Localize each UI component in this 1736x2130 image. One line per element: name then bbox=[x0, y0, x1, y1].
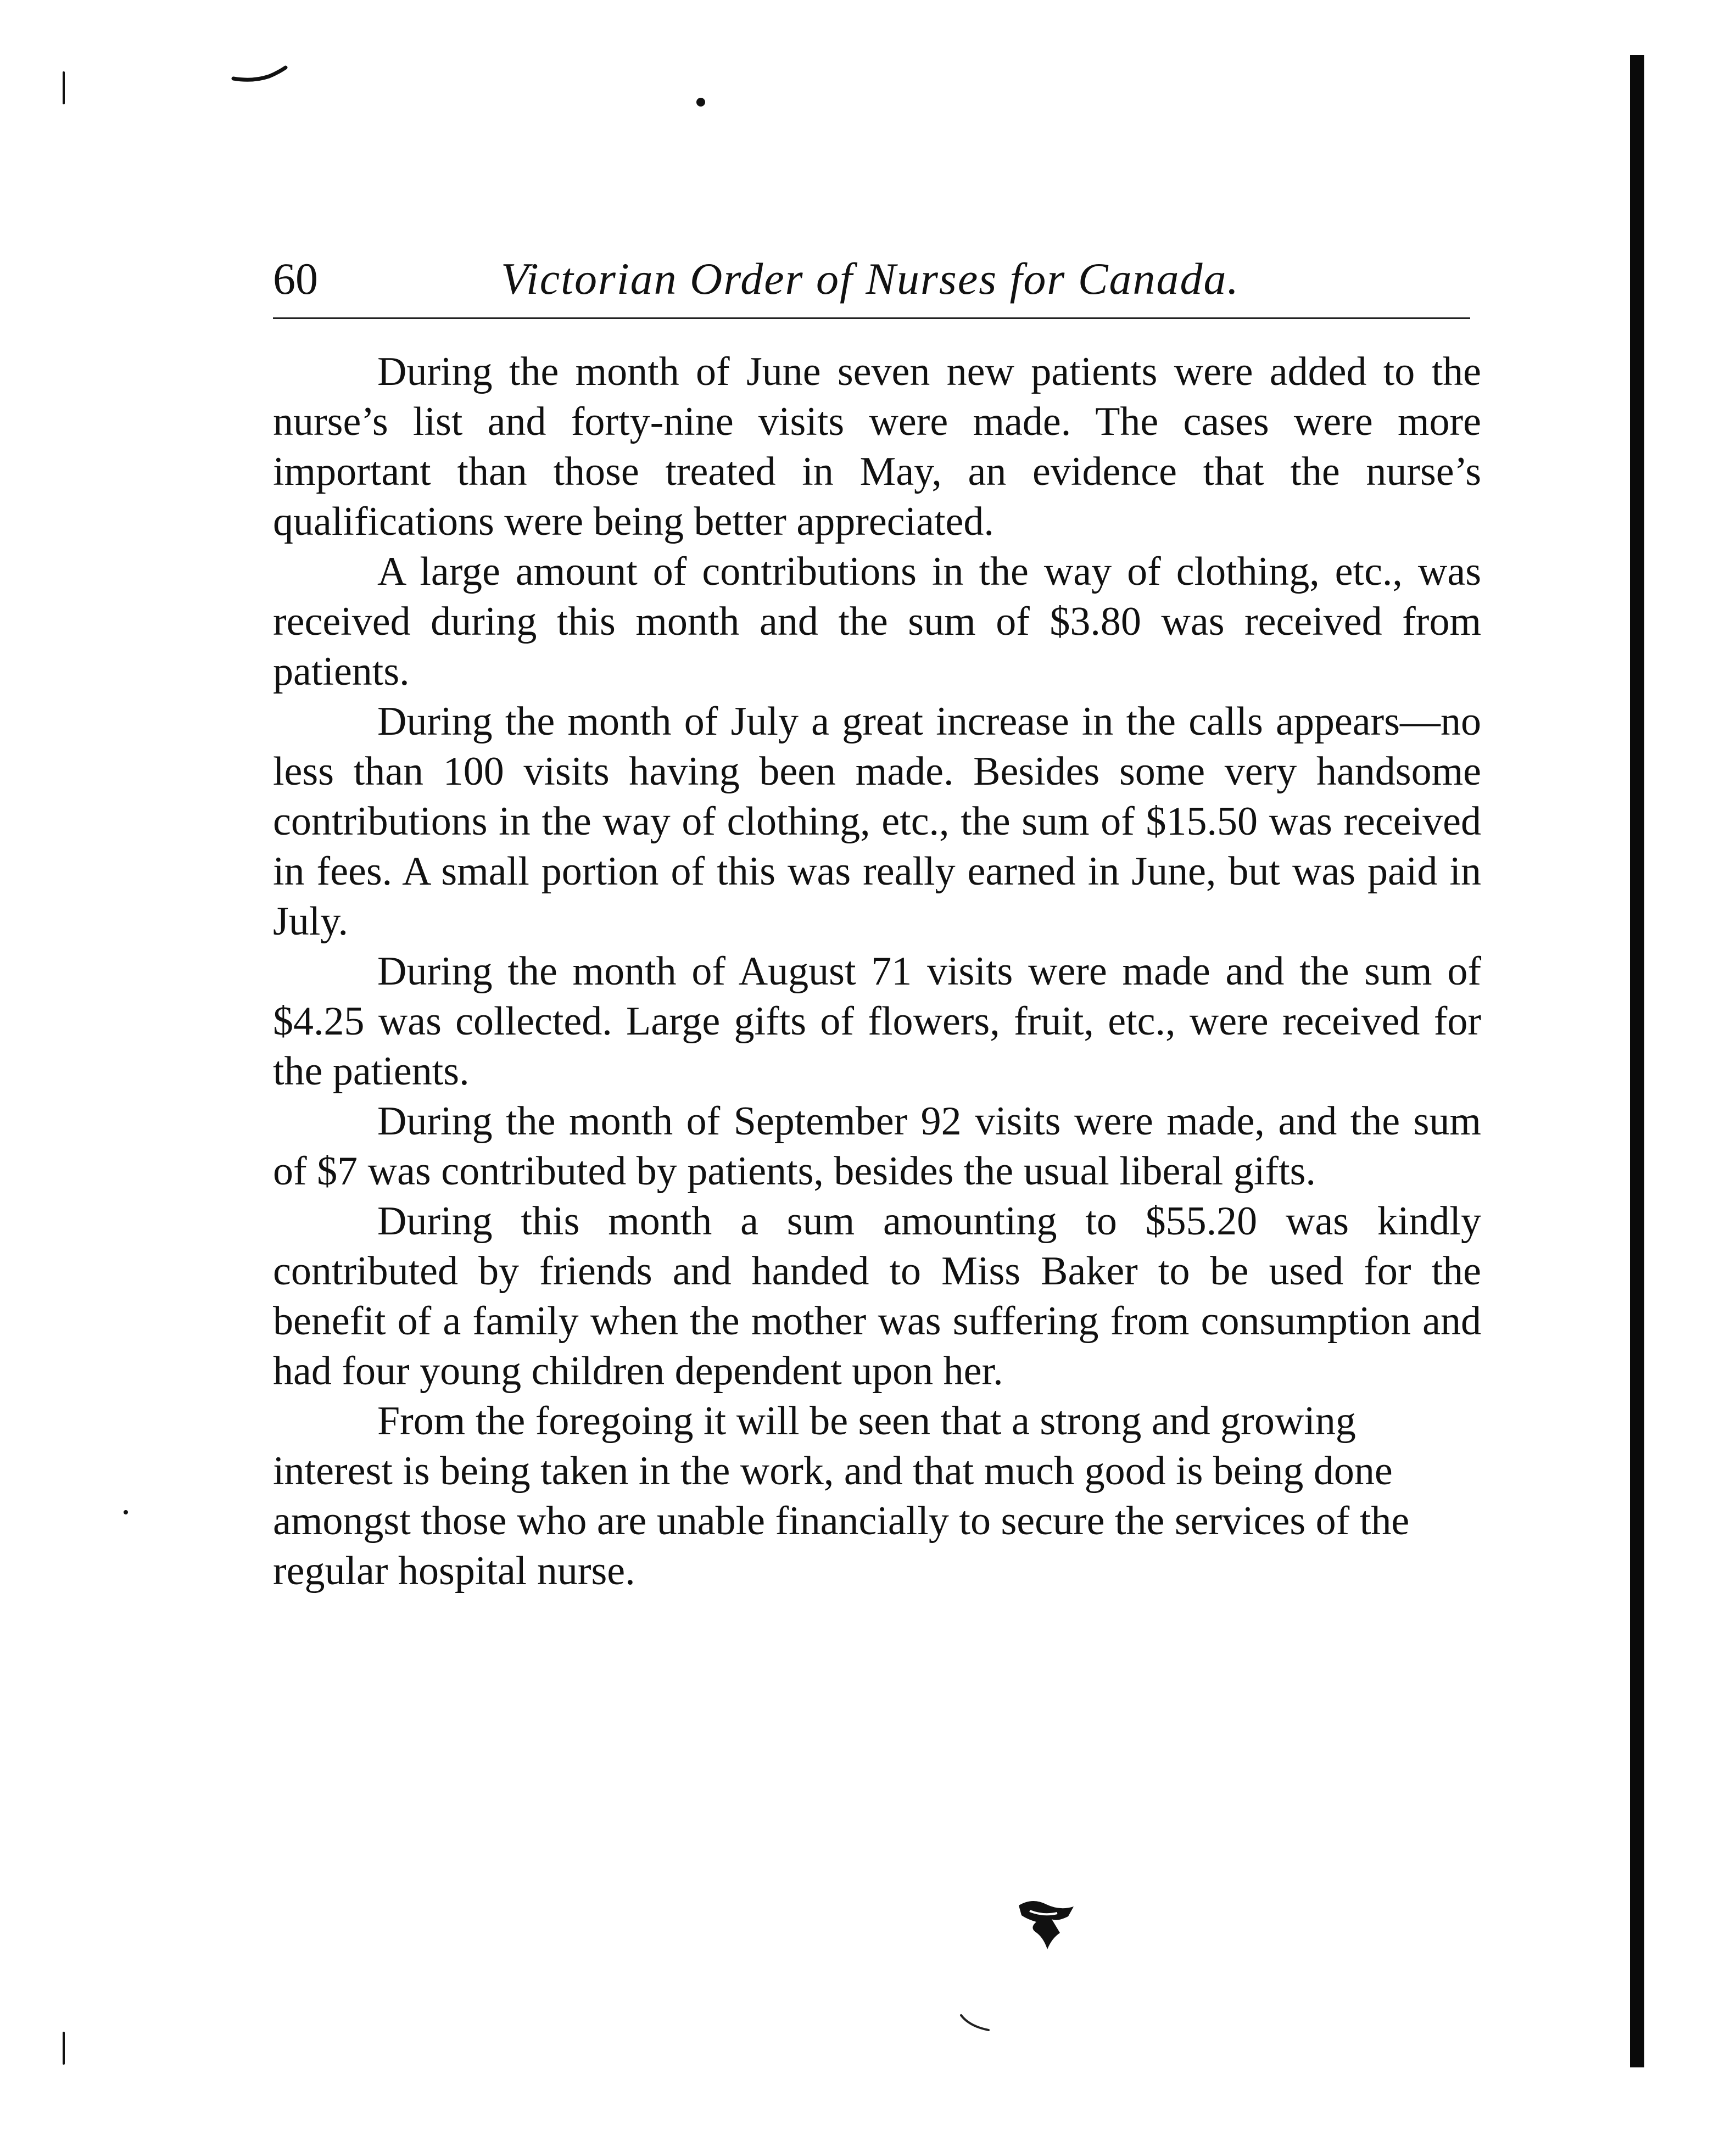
paragraph-conclusion: From the foregoing it will be seen that a strong and growing interest is being taken in the work, and that much good is being done amongst those who are unable financially to secure the services of the regular hospital nurse. bbox=[273, 1399, 1410, 1594]
ink-mark-icon bbox=[231, 63, 291, 85]
paragraph-special-fund: During this month a sum amounting to $55.20 was kindly contributed by friends and handed to Miss Baker to be used for the benefit of a family when the mother was suffering from consumption and had four young children dependent upon her. bbox=[273, 1199, 1481, 1394]
body-text bbox=[273, 347, 1481, 1596]
paragraph-contributions: A large amount of contributions in the way of clothing, etc., was received during this month and the sum of $3.80 was received from patients. bbox=[273, 549, 1481, 694]
binding-edge bbox=[1630, 55, 1644, 2067]
paragraph-september: During the month of September 92 visits were made, and the sum of $7 was contributed by patients, besides the usual liberal gifts. bbox=[273, 1099, 1481, 1194]
paragraph-june: During the month of June seven new patients were added to the nurse’s list and forty-nine visits were made. The cases were more important than those treated in May, an evidence that the nurse’s qualifications were being better appreciated. bbox=[273, 349, 1481, 544]
ink-speck bbox=[63, 71, 65, 104]
ink-speck bbox=[124, 1510, 128, 1514]
paragraph-august: During the month of August 71 visits were made and the sum of $4.25 was collected. Large gifts of flowers, fruit, etc., were received for the patients. bbox=[273, 949, 1481, 1094]
page-header bbox=[273, 242, 1470, 308]
printers-ornament-icon bbox=[1013, 1894, 1079, 1955]
header-rule bbox=[273, 317, 1470, 319]
page-number: 60 bbox=[273, 254, 318, 304]
paragraph-july: During the month of July a great increase in the calls appears—no less than 100 visits having been made. Besides some very handsome contributions in the way of clothing, etc., the sum of $15.50 was received in fees. A small portion of this was really earned in June, but was paid in July. bbox=[273, 699, 1481, 944]
ink-speck bbox=[63, 2032, 65, 2065]
ink-speck bbox=[696, 98, 705, 107]
running-title: Victorian Order of Nurses for Canada. bbox=[501, 254, 1240, 304]
ink-mark-icon bbox=[958, 2012, 991, 2034]
